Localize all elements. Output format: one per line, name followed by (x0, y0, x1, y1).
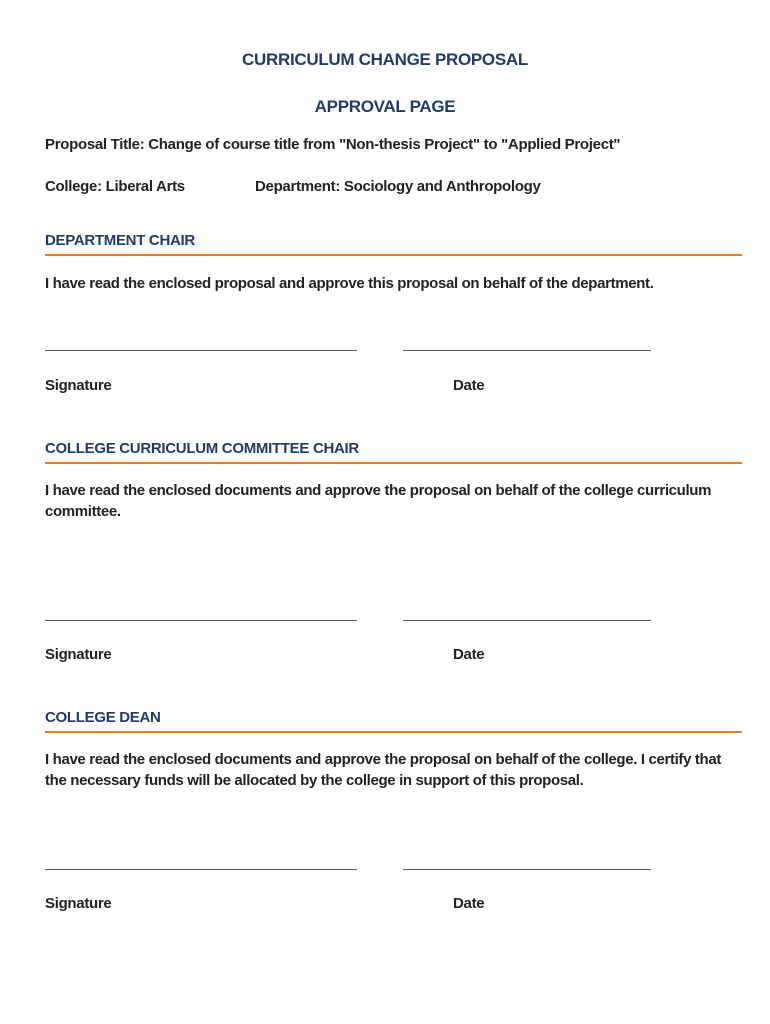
college-dean-date-label: Date (453, 895, 485, 912)
department-line: Department: Sociology and Anthropology (255, 178, 541, 195)
document-title: CURRICULUM CHANGE PROPOSAL (242, 50, 528, 69)
college-line: College: Liberal Arts (45, 178, 185, 195)
department-chair-date-line[interactable] (403, 350, 651, 351)
department-chair-signature-label: Signature (45, 377, 112, 394)
college-dean-signature-label: Signature (45, 895, 112, 912)
department-chair-date-label: Date (453, 377, 485, 394)
committee-chair-date-line[interactable] (403, 620, 651, 621)
department-chair-statement: I have read the enclosed proposal and approve this proposal on behalf of the department. (45, 275, 654, 292)
department-chair-signature-line[interactable] (45, 350, 357, 351)
committee-chair-date-label: Date (453, 646, 485, 663)
committee-chair-signature-line[interactable] (45, 620, 357, 621)
committee-chair-statement: I have read the enclosed documents and approve the proposal on behalf of the college curriculum committee. (45, 482, 712, 520)
college-dean-statement: I have read the enclosed documents and approve the proposal on behalf of the college. I certify that the necessary funds will be allocated by the college in support of this proposal. (45, 751, 721, 789)
college-dean-signature-line[interactable] (45, 869, 357, 870)
section-heading-committee-chair: COLLEGE CURRICULUM COMMITTEE CHAIR (45, 440, 742, 464)
proposal-title-line: Proposal Title: Change of course title from "Non-thesis Project" to "Applied Project" (45, 136, 621, 153)
document-subtitle: APPROVAL PAGE (314, 97, 456, 116)
committee-chair-signature-label: Signature (45, 646, 112, 663)
section-heading-college-dean: COLLEGE DEAN (45, 709, 742, 733)
section-heading-department-chair: DEPARTMENT CHAIR (45, 232, 742, 256)
college-dean-date-line[interactable] (403, 869, 651, 870)
